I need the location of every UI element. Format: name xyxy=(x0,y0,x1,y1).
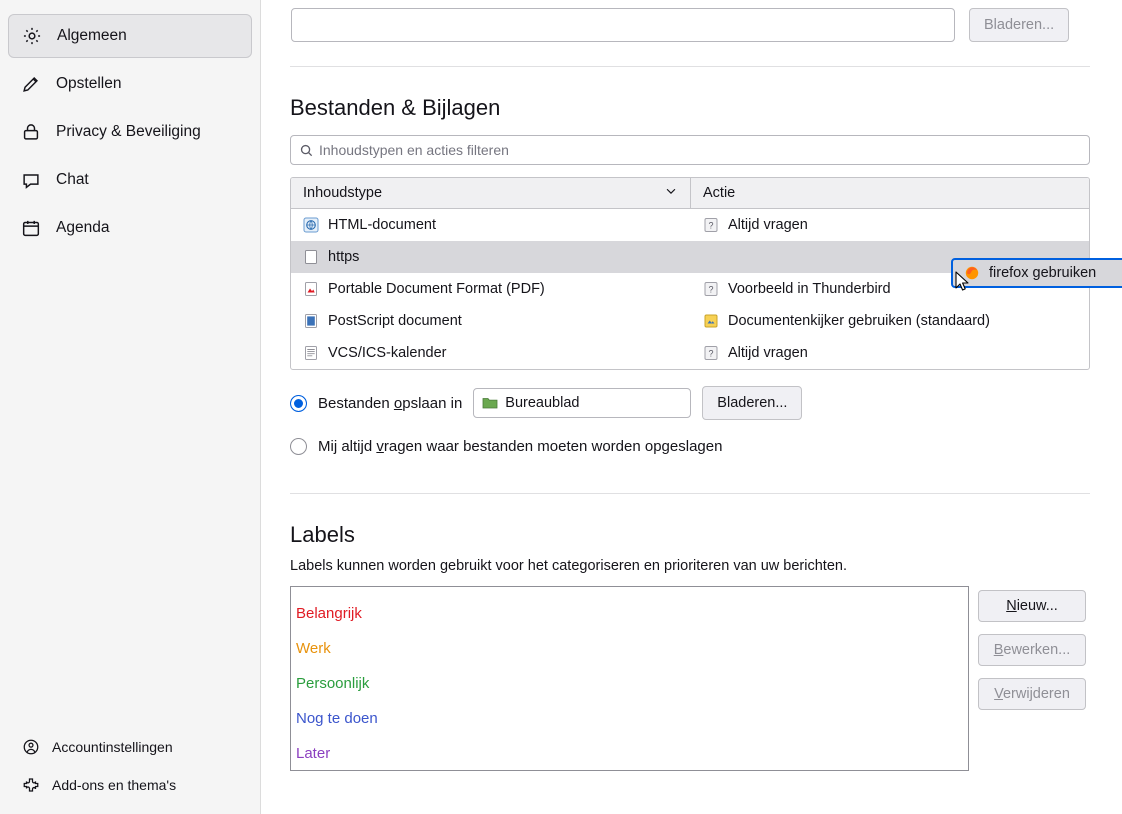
question-icon xyxy=(703,217,719,233)
docviewer-icon xyxy=(703,313,719,329)
list-item[interactable]: Werk xyxy=(296,640,331,657)
save-files-radio[interactable] xyxy=(290,395,307,412)
pencil-icon xyxy=(20,73,42,95)
lock-icon xyxy=(20,121,42,143)
cell-content-type xyxy=(291,305,691,337)
ask-location-label: Mij altijd vragen waar bestanden moeten worden opgeslagen xyxy=(318,438,723,455)
list-item[interactable]: Persoonlijk xyxy=(296,675,370,692)
list-item[interactable]: Nog te doen xyxy=(296,710,378,727)
calendar-file-icon xyxy=(303,345,319,361)
sidebar-item-agenda[interactable] xyxy=(8,206,252,250)
chat-icon xyxy=(20,169,42,191)
svg-text:?: ? xyxy=(708,284,714,295)
top-partial-row xyxy=(290,0,1090,42)
ask-location-row xyxy=(290,438,1090,455)
cell-label: Portable Document Format (PDF) xyxy=(328,281,545,297)
firefox-icon xyxy=(964,265,980,281)
sidebar-item-opstellen[interactable] xyxy=(8,62,252,106)
sidebar-item-label: Privacy & Beveiliging xyxy=(56,123,201,140)
globe-icon xyxy=(303,217,319,233)
column-header-label: Actie xyxy=(703,185,736,201)
save-files-row xyxy=(290,386,1090,420)
table-row[interactable] xyxy=(291,337,1089,369)
calendar-icon xyxy=(20,217,42,239)
divider xyxy=(290,493,1090,494)
pdf-icon xyxy=(303,281,319,297)
sidebar-item-label: Accountinstellingen xyxy=(52,739,173,755)
question-icon xyxy=(703,345,719,361)
column-header-label: Inhoudstype xyxy=(303,185,383,201)
cell-content-type xyxy=(291,241,691,273)
svg-text:?: ? xyxy=(708,220,714,231)
cell-content-type xyxy=(291,337,691,369)
labels-description: Labels kunnen worden gebruikt voor het categoriseren en prioriteren van uw berichten. xyxy=(290,558,847,574)
sidebar-item-privacy-beveiliging[interactable] xyxy=(8,110,252,154)
blank-doc-icon xyxy=(303,249,319,265)
delete-label-button[interactable]: Verwijderen xyxy=(978,678,1086,710)
cell-action xyxy=(691,305,1089,337)
list-item[interactable]: Later xyxy=(296,745,331,762)
table-row[interactable] xyxy=(291,305,1089,337)
labels-section-title: Labels xyxy=(290,522,355,547)
ps-icon xyxy=(303,313,319,329)
folder-icon xyxy=(482,396,498,410)
table-header xyxy=(291,178,1089,209)
question-icon xyxy=(703,281,719,297)
column-header-actie[interactable] xyxy=(691,178,1089,208)
list-item[interactable]: Belangrijk xyxy=(296,605,362,622)
labels-list[interactable] xyxy=(290,586,969,771)
cell-action xyxy=(691,209,1089,241)
labels-buttons xyxy=(978,586,1086,710)
cell-label: Documentenkijker gebruiken (standaard) xyxy=(728,313,990,329)
column-header-inhoudstype[interactable] xyxy=(291,178,691,208)
browse-save-path-button[interactable]: Bladeren... xyxy=(702,386,802,420)
sidebar-item-addons-themas[interactable] xyxy=(8,766,252,804)
new-label-button[interactable]: Nieuw... xyxy=(978,590,1086,622)
table-row[interactable] xyxy=(291,209,1089,241)
svg-text:?: ? xyxy=(708,348,714,359)
cell-content-type xyxy=(291,209,691,241)
sidebar-item-label: Add-ons en thema's xyxy=(52,777,177,793)
cell-label: PostScript document xyxy=(328,313,462,329)
ask-location-radio[interactable] xyxy=(290,438,307,455)
cell-label: HTML-document xyxy=(328,217,436,233)
sidebar-item-chat[interactable] xyxy=(8,158,252,202)
main-pane xyxy=(261,0,1122,814)
cell-content-type xyxy=(291,273,691,305)
search-icon xyxy=(299,143,314,158)
sidebar-item-label: Agenda xyxy=(56,219,110,236)
divider xyxy=(290,66,1090,67)
action-dropdown-label: firefox gebruiken xyxy=(989,265,1097,281)
cell-label: VCS/ICS-kalender xyxy=(328,345,447,361)
save-files-label: Bestanden opslaan in xyxy=(318,394,463,412)
cell-label: Altijd vragen xyxy=(728,345,808,361)
account-settings-icon xyxy=(22,738,40,756)
cell-action xyxy=(691,337,1089,369)
sidebar-item-label: Opstellen xyxy=(56,75,122,92)
content-type-filter-input[interactable] xyxy=(290,135,1090,165)
top-text-input[interactable] xyxy=(291,8,955,42)
filter-placeholder: Inhoudstypen en acties filteren xyxy=(319,142,509,158)
sidebar xyxy=(0,0,261,814)
save-path-value: Bureaublad xyxy=(505,395,580,411)
labels-area xyxy=(290,586,1090,771)
top-browse-button[interactable]: Bladeren... xyxy=(969,8,1069,42)
sidebar-item-label: Algemeen xyxy=(57,27,127,44)
cell-label: https xyxy=(328,249,360,265)
gear-icon xyxy=(21,25,43,47)
action-dropdown-https[interactable] xyxy=(951,258,1122,288)
sidebar-item-algemeen[interactable] xyxy=(8,14,252,58)
chevron-down-icon xyxy=(664,184,678,202)
cell-label: Voorbeeld in Thunderbird xyxy=(728,281,891,297)
addons-icon xyxy=(22,776,40,794)
edit-label-button[interactable]: Bewerken... xyxy=(978,634,1086,666)
save-path-field[interactable] xyxy=(473,388,691,418)
cell-label: Altijd vragen xyxy=(728,217,808,233)
sidebar-item-label: Chat xyxy=(56,171,89,188)
sidebar-item-accountinstellingen[interactable] xyxy=(8,728,252,766)
sidebar-bottom-nav xyxy=(0,728,260,804)
files-section-title: Bestanden & Bijlagen xyxy=(290,95,501,120)
